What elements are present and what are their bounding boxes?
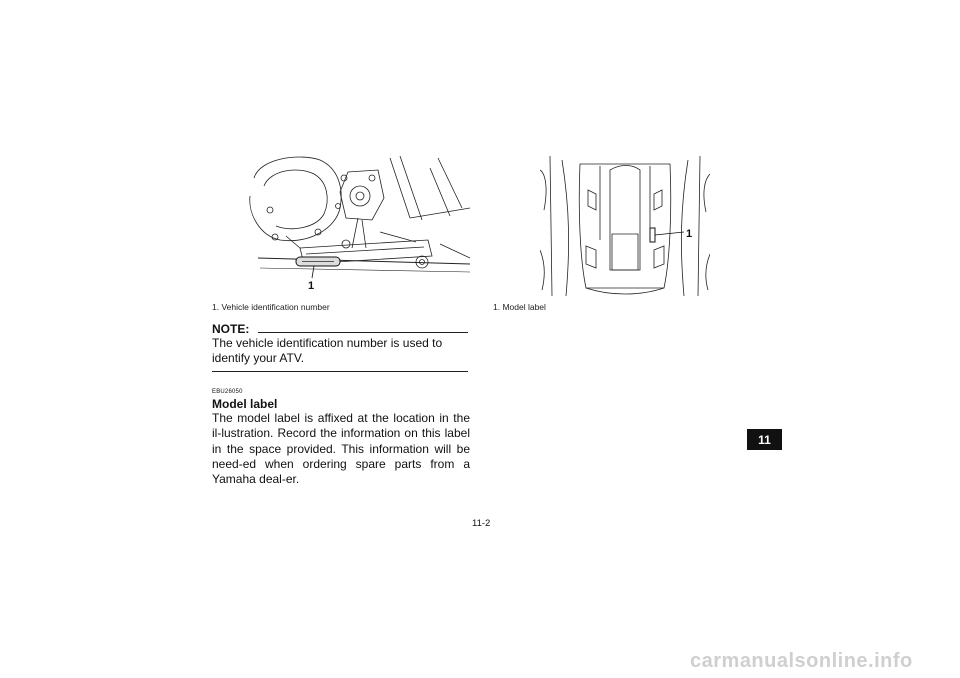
- note-text: The vehicle identification number is used to identify your ATV.: [212, 336, 443, 365]
- section-code: EBU26050: [212, 389, 243, 395]
- right-figure-caption: 1. Model label: [493, 302, 546, 312]
- left-figure-caption: 1. Vehicle identification number: [212, 302, 330, 312]
- left-figure-callout: 1: [308, 280, 315, 292]
- note-heading: NOTE:: [212, 322, 250, 336]
- watermark: carmanualsonline.info: [690, 650, 913, 672]
- model-label-illustration: [540, 150, 710, 298]
- note-bottom-rule: [212, 371, 468, 372]
- note-top-rule: [258, 332, 468, 333]
- vehicle-identification-illustration: [240, 148, 474, 298]
- chapter-tab: 11: [747, 429, 782, 450]
- page-number: 11-2: [472, 518, 491, 529]
- right-figure-callout: 1: [686, 228, 693, 240]
- section-body: The model label is affixed at the location in the il-lustration. Record the information on this label in the space provided. This information will be need-ed when ordering spare parts from a Yamaha deal-er.: [212, 411, 470, 487]
- section-title: Model label: [212, 397, 278, 411]
